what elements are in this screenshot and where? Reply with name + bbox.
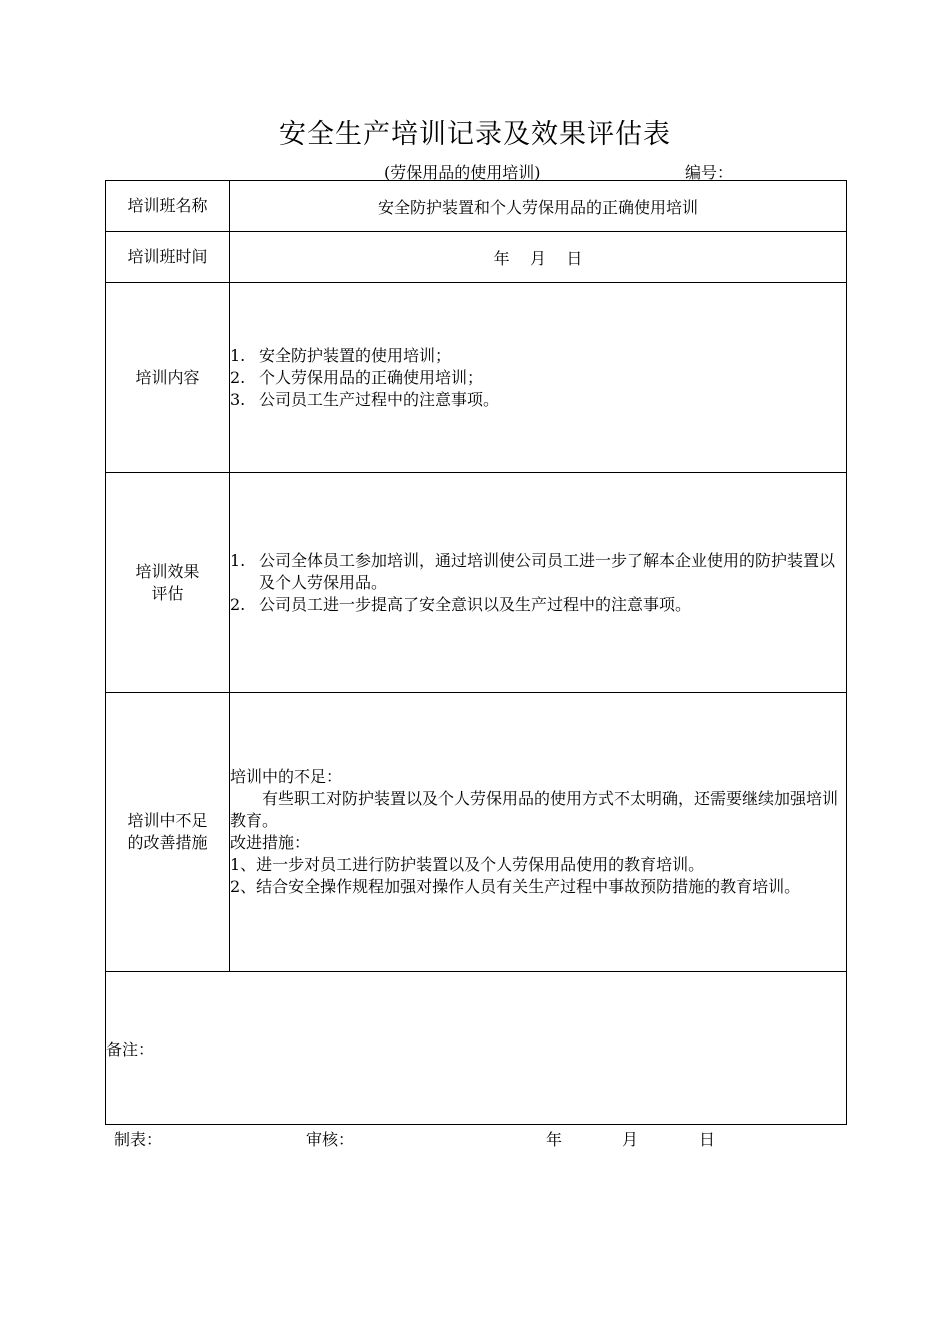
list-item: 1. 安全防护装置的使用培训； xyxy=(230,345,452,365)
evaluation-label: 培训效果 评估 xyxy=(106,473,230,693)
measure-item: 1、进一步对员工进行防护装置以及个人劳保用品使用的教育培训。 xyxy=(230,855,705,874)
footer-year: 年 xyxy=(546,1130,563,1149)
row-remarks xyxy=(106,972,847,1125)
list-item: 2. 公司员工进一步提高了安全意识以及生产过程中的注意事项。 xyxy=(230,594,692,614)
subtitle: (劳保用品的使用培训) xyxy=(384,163,541,182)
remarks-label: 备注： xyxy=(106,1039,155,1059)
improvement-label: 培训中不足 的改善措施 xyxy=(106,693,230,972)
row-improvement xyxy=(106,693,847,972)
reviewed-by-label: 审核： xyxy=(306,1130,355,1149)
measures-heading: 改进措施： xyxy=(230,833,311,852)
training-record-table xyxy=(105,180,847,1125)
evaluation-cell xyxy=(230,473,847,693)
serial-number-label: 编号： xyxy=(685,163,734,182)
footer-day: 日 xyxy=(699,1130,716,1149)
content-list xyxy=(230,345,846,411)
evaluation-list xyxy=(230,550,846,616)
list-item: 2. 个人劳保用品的正确使用培训； xyxy=(230,367,484,387)
made-by-label: 制表： xyxy=(114,1130,163,1149)
class-time-value: 年 月 日 xyxy=(230,232,847,283)
class-name-value: 安全防护装置和个人劳保用品的正确使用培训 xyxy=(230,181,847,232)
class-time-label: 培训班时间 xyxy=(106,232,230,283)
remarks-cell xyxy=(106,972,847,1125)
list-item: 1. 公司全体员工参加培训，通过培训使公司员工进一步了解本企业使用的防护装置以及个人劳保用品。 xyxy=(230,550,836,592)
page-title: 安全生产培训记录及效果评估表 xyxy=(279,119,671,150)
improvement-cell xyxy=(230,693,847,972)
content-label: 培训内容 xyxy=(106,283,230,473)
row-class-time xyxy=(106,232,847,283)
content-cell xyxy=(230,283,847,473)
list-item: 3. 公司员工生产过程中的注意事项。 xyxy=(230,389,500,409)
row-evaluation xyxy=(106,473,847,693)
row-content xyxy=(106,283,847,473)
measure-item: 2、结合安全操作规程加强对操作人员有关生产过程中事故预防措施的教育培训。 xyxy=(230,877,801,896)
class-name-label: 培训班名称 xyxy=(106,181,230,232)
shortcoming-heading: 培训中的不足： xyxy=(230,767,343,786)
footer-month: 月 xyxy=(622,1130,639,1149)
row-class-name xyxy=(106,181,847,232)
shortcoming-text: 有些职工对防护装置以及个人劳保用品的使用方式不太明确，还需要继续加强培训教育。 xyxy=(230,789,839,830)
